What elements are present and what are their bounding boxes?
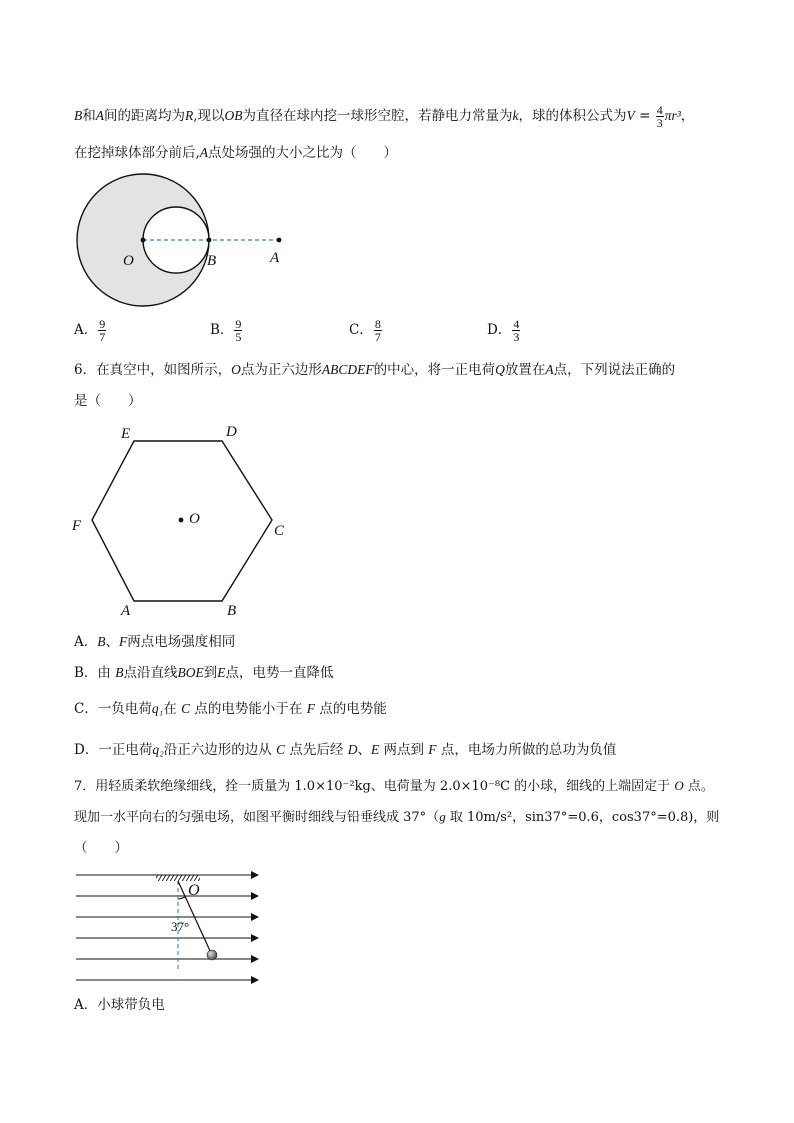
point-o <box>141 238 146 243</box>
point-a <box>277 238 282 243</box>
label-d: D <box>226 424 237 440</box>
label-o: O <box>188 882 200 899</box>
q7-stem-line-3: （ ） <box>74 840 128 856</box>
angle-arc <box>178 897 185 899</box>
center-o <box>179 518 184 523</box>
q5-option-d: D． $\frac{4}{3}$ <box>487 317 520 344</box>
q6-hexagon-figure <box>70 418 300 623</box>
label-e: E <box>121 426 131 442</box>
q6-option-a: A．B、F两点电场强度相同 <box>74 634 236 650</box>
q5-sphere-cavity-figure <box>70 170 310 315</box>
q7-option-a: A．小球带负电 <box>74 997 165 1013</box>
q7-stem-line-2: 现加一水平向右的匀强电场，如图平衡时细线与铅垂线成 37°（g 取 10m/s²，sin37°=0.6，cos37°=0.8)，则 <box>74 809 720 825</box>
ceiling-hatch <box>156 875 200 881</box>
label-o: O <box>123 253 134 269</box>
label-c: C <box>274 523 285 539</box>
point-b <box>207 238 212 243</box>
q6-option-d: D．一正电荷q₂沿正六边形的边从 C 点先后经 D、E 两点到 F 点，电场力所做的总功为负值 <box>74 742 617 758</box>
label-b: B <box>227 603 237 619</box>
q5-stem-line-2: 在挖掉球体部分前后,A点处场强的大小之比为（ ） <box>74 145 398 161</box>
q5-option-c: C． $\frac{8}{7}$ <box>349 317 381 344</box>
q7-stem-line-1: 7．用轻质柔软绝缘细线，拴一质量为 1.0×10⁻²kg、电荷量为 2.0×10⁻⁸C 的小球，细线的上端固定于 O 点。 <box>74 778 714 794</box>
angle-label: 37° <box>171 919 190 934</box>
q6-stem-line-2: 是（ ） <box>74 393 142 409</box>
label-a: A <box>121 603 131 619</box>
q7-pendulum-field-figure <box>74 866 274 991</box>
label-o: O <box>189 511 200 527</box>
q5-stem-line-1: B和A间的距离均为R,现以OB为直径在球内挖一球形空腔，若静电力常量为k，球的体积公式为V = $\frac{4}{3}$ πr³， <box>74 103 695 130</box>
q5-option-b: B． $\frac{9}{5}$ <box>210 317 242 344</box>
label-b: B <box>207 253 217 269</box>
q6-stem-line-1: 6．在真空中，如图所示，O点为正六边形ABCDEF的中心，将一正电荷Q放置在A点，下列说法正确的 <box>74 362 676 378</box>
charged-ball <box>207 950 217 960</box>
q6-option-c: C．一负电荷q₁在 C 点的电势能小于在 F 点的电势能 <box>74 701 387 717</box>
q5-option-a: A． $\frac{9}{7}$ <box>74 317 106 344</box>
volume-fraction: $\frac{4}{3}$ <box>656 103 663 130</box>
q6-option-b: B．由 B点沿直线BOE到E点，电势一直降低 <box>74 665 334 681</box>
label-a: A <box>270 250 280 266</box>
label-f: F <box>72 518 82 534</box>
